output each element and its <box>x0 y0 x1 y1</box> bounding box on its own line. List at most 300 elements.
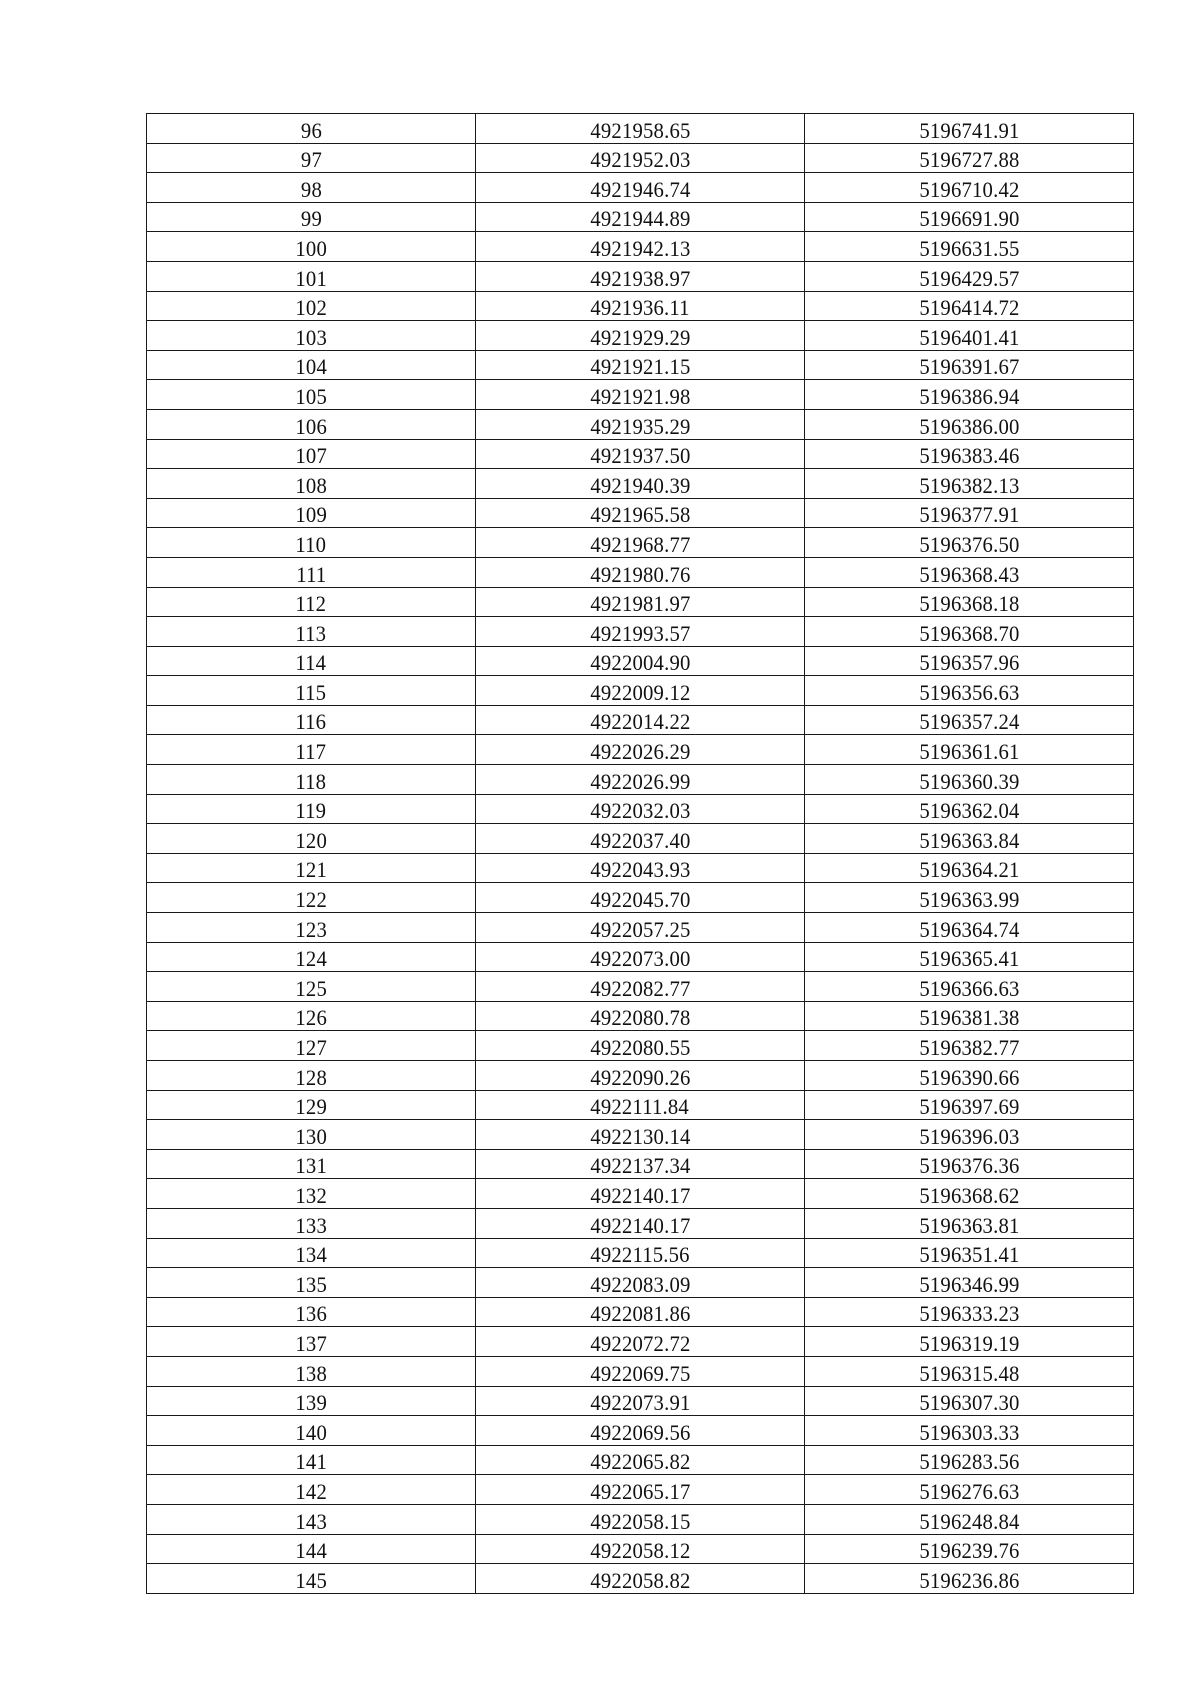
x-coordinate-cell <box>476 883 805 913</box>
cell-text: 136 <box>295 1301 327 1327</box>
x-coordinate-cell <box>476 1179 805 1209</box>
cell-text: 119 <box>295 798 327 824</box>
x-coordinate-cell <box>476 617 805 647</box>
y-coordinate-cell <box>805 794 1134 824</box>
cell-text: 4922057.25 <box>589 916 691 942</box>
x-coordinate-cell <box>476 853 805 883</box>
cell-text: 5196414.72 <box>918 295 1020 321</box>
cell-text: 98 <box>300 176 322 202</box>
x-coordinate-cell <box>476 972 805 1002</box>
cell-text: 133 <box>295 1212 327 1238</box>
cell-text: 5196382.77 <box>918 1035 1020 1060</box>
table-row <box>147 824 1134 854</box>
y-coordinate-cell <box>805 202 1134 232</box>
point-number-cell <box>147 853 476 883</box>
table-row <box>147 202 1134 232</box>
table-row <box>147 883 1134 913</box>
cell-text: 4921935.29 <box>589 413 691 439</box>
y-coordinate-cell <box>805 1179 1134 1209</box>
cell-text: 4922072.72 <box>589 1330 691 1356</box>
y-coordinate-cell <box>805 1445 1134 1475</box>
point-number-cell <box>147 646 476 676</box>
point-number-cell <box>147 1208 476 1238</box>
cell-text: 4922081.86 <box>589 1301 691 1327</box>
cell-text: 4921968.77 <box>589 531 691 557</box>
cell-text: 5196386.94 <box>918 383 1020 409</box>
y-coordinate-cell <box>805 321 1134 351</box>
table-row <box>147 1149 1134 1179</box>
cell-text: 5196382.13 <box>918 472 1020 498</box>
point-number-cell <box>147 1475 476 1505</box>
table-row <box>147 1504 1134 1534</box>
x-coordinate-cell <box>476 1534 805 1564</box>
table-row <box>147 173 1134 203</box>
cell-text: 4921921.15 <box>589 354 691 380</box>
x-coordinate-cell <box>476 1061 805 1091</box>
cell-text: 142 <box>295 1478 327 1504</box>
cell-text: 107 <box>295 443 327 469</box>
y-coordinate-cell <box>805 735 1134 765</box>
point-number-cell <box>147 1416 476 1446</box>
cell-text: 4922111.84 <box>590 1094 690 1120</box>
cell-text: 5196391.67 <box>918 354 1020 380</box>
cell-text: 4921937.50 <box>589 443 691 469</box>
point-number-cell <box>147 321 476 351</box>
y-coordinate-cell <box>805 261 1134 291</box>
y-coordinate-cell <box>805 913 1134 943</box>
table-row <box>147 942 1134 972</box>
y-coordinate-cell <box>805 1208 1134 1238</box>
y-coordinate-cell <box>805 1564 1134 1594</box>
table-row <box>147 1061 1134 1091</box>
cell-text: 5196236.86 <box>918 1567 1020 1593</box>
cell-text: 4921981.97 <box>589 591 691 617</box>
table-row <box>147 114 1134 144</box>
cell-text: 5196381.38 <box>918 1005 1020 1031</box>
y-coordinate-cell <box>805 853 1134 883</box>
cell-text: 5196691.90 <box>918 206 1020 232</box>
point-number-cell <box>147 528 476 558</box>
cell-text: 4922026.99 <box>589 768 691 794</box>
cell-text: 5196397.69 <box>918 1094 1020 1120</box>
cell-text: 125 <box>295 975 327 1001</box>
cell-text: 114 <box>295 650 327 676</box>
x-coordinate-cell <box>476 676 805 706</box>
cell-text: 109 <box>295 502 327 528</box>
cell-text: 5196283.56 <box>918 1449 1020 1475</box>
cell-text: 5196361.61 <box>918 739 1020 765</box>
y-coordinate-cell <box>805 824 1134 854</box>
cell-text: 5196368.62 <box>918 1182 1020 1208</box>
point-number-cell <box>147 1534 476 1564</box>
x-coordinate-cell <box>476 705 805 735</box>
x-coordinate-cell <box>476 350 805 380</box>
y-coordinate-cell <box>805 1297 1134 1327</box>
cell-text: 4922065.82 <box>589 1449 691 1475</box>
x-coordinate-cell <box>476 202 805 232</box>
cell-text: 139 <box>295 1390 327 1416</box>
cell-text: 4922037.40 <box>589 827 691 853</box>
cell-text: 138 <box>295 1360 327 1386</box>
y-coordinate-cell <box>805 765 1134 795</box>
y-coordinate-cell <box>805 409 1134 439</box>
cell-text: 4921940.39 <box>589 472 691 498</box>
table-row <box>147 291 1134 321</box>
table-row <box>147 1445 1134 1475</box>
point-number-cell <box>147 1386 476 1416</box>
cell-text: 5196710.42 <box>918 176 1020 202</box>
table-row <box>147 1297 1134 1327</box>
cell-text: 97 <box>300 147 322 173</box>
cell-text: 135 <box>295 1271 327 1297</box>
y-coordinate-cell <box>805 557 1134 587</box>
cell-text: 131 <box>295 1153 327 1179</box>
x-coordinate-cell <box>476 557 805 587</box>
point-number-cell <box>147 1356 476 1386</box>
table-row <box>147 1208 1134 1238</box>
y-coordinate-cell <box>805 1090 1134 1120</box>
cell-text: 4921980.76 <box>589 561 691 587</box>
table-row <box>147 1268 1134 1298</box>
point-number-cell <box>147 350 476 380</box>
table-row <box>147 439 1134 469</box>
cell-text: 5196631.55 <box>918 235 1020 261</box>
y-coordinate-cell <box>805 1475 1134 1505</box>
cell-text: 4921938.97 <box>589 265 691 291</box>
table-row <box>147 232 1134 262</box>
y-coordinate-cell <box>805 291 1134 321</box>
cell-text: 4922080.55 <box>589 1035 691 1060</box>
point-number-cell <box>147 1327 476 1357</box>
point-number-cell <box>147 1179 476 1209</box>
table-row <box>147 469 1134 499</box>
point-number-cell <box>147 202 476 232</box>
point-number-cell <box>147 261 476 291</box>
point-number-cell <box>147 498 476 528</box>
cell-text: 5196365.41 <box>918 946 1020 972</box>
point-number-cell <box>147 439 476 469</box>
cell-text: 117 <box>295 739 327 765</box>
cell-text: 127 <box>295 1035 327 1060</box>
y-coordinate-cell <box>805 1327 1134 1357</box>
point-number-cell <box>147 676 476 706</box>
point-number-cell <box>147 1268 476 1298</box>
point-number-cell <box>147 1001 476 1031</box>
cell-text: 5196366.63 <box>918 975 1020 1001</box>
cell-text: 5196363.99 <box>918 887 1020 913</box>
cell-text: 5196377.91 <box>918 502 1020 528</box>
cell-text: 123 <box>295 916 327 942</box>
point-number-cell <box>147 1504 476 1534</box>
cell-text: 4922080.78 <box>589 1005 691 1031</box>
cell-text: 5196364.21 <box>918 857 1020 883</box>
cell-text: 120 <box>295 827 327 853</box>
y-coordinate-cell <box>805 617 1134 647</box>
y-coordinate-cell <box>805 1416 1134 1446</box>
cell-text: 140 <box>295 1419 327 1445</box>
table-row <box>147 409 1134 439</box>
x-coordinate-cell <box>476 1416 805 1446</box>
y-coordinate-cell <box>805 1001 1134 1031</box>
point-number-cell <box>147 173 476 203</box>
table-row <box>147 972 1134 1002</box>
table-row <box>147 1475 1134 1505</box>
point-number-cell <box>147 942 476 972</box>
cell-text: 4921958.65 <box>589 117 691 143</box>
x-coordinate-cell <box>476 232 805 262</box>
cell-text: 4922137.34 <box>589 1153 691 1179</box>
cell-text: 5196357.96 <box>918 650 1020 676</box>
point-number-cell <box>147 972 476 1002</box>
cell-text: 5196363.81 <box>918 1212 1020 1238</box>
cell-text: 4921946.74 <box>589 176 691 202</box>
cell-text: 4922069.56 <box>589 1419 691 1445</box>
point-number-cell <box>147 913 476 943</box>
coordinates-table-body <box>147 114 1134 1594</box>
point-number-cell <box>147 765 476 795</box>
cell-text: 5196363.84 <box>918 827 1020 853</box>
cell-text: 116 <box>295 709 327 735</box>
cell-text: 99 <box>300 206 322 232</box>
y-coordinate-cell <box>805 350 1134 380</box>
cell-text: 4922014.22 <box>589 709 691 735</box>
cell-text: 143 <box>295 1508 327 1534</box>
table-row <box>147 350 1134 380</box>
cell-text: 5196390.66 <box>918 1064 1020 1090</box>
cell-text: 5196364.74 <box>918 916 1020 942</box>
table-row <box>147 321 1134 351</box>
cell-text: 4922073.00 <box>589 946 691 972</box>
cell-text: 96 <box>300 117 322 143</box>
x-coordinate-cell <box>476 587 805 617</box>
x-coordinate-cell <box>476 1445 805 1475</box>
x-coordinate-cell <box>476 1238 805 1268</box>
table-row <box>147 1416 1134 1446</box>
point-number-cell <box>147 291 476 321</box>
table-row <box>147 1090 1134 1120</box>
cell-text: 118 <box>295 768 327 794</box>
table-row <box>147 853 1134 883</box>
cell-text: 4922065.17 <box>589 1478 691 1504</box>
cell-text: 5196727.88 <box>918 147 1020 173</box>
cell-text: 4922073.91 <box>589 1390 691 1416</box>
cell-text: 5196368.43 <box>918 561 1020 587</box>
cell-text: 115 <box>295 679 327 705</box>
point-number-cell <box>147 1031 476 1061</box>
table-row <box>147 1179 1134 1209</box>
table-row <box>147 1386 1134 1416</box>
x-coordinate-cell <box>476 1564 805 1594</box>
cell-text: 4922140.17 <box>589 1182 691 1208</box>
table-row <box>147 1534 1134 1564</box>
x-coordinate-cell <box>476 1268 805 1298</box>
y-coordinate-cell <box>805 380 1134 410</box>
cell-text: 5196351.41 <box>918 1242 1020 1268</box>
point-number-cell <box>147 883 476 913</box>
point-number-cell <box>147 705 476 735</box>
y-coordinate-cell <box>805 1386 1134 1416</box>
cell-text: 145 <box>295 1567 327 1593</box>
y-coordinate-cell <box>805 1356 1134 1386</box>
cell-text: 141 <box>295 1449 327 1475</box>
y-coordinate-cell <box>805 676 1134 706</box>
y-coordinate-cell <box>805 498 1134 528</box>
point-number-cell <box>147 587 476 617</box>
cell-text: 5196307.30 <box>918 1390 1020 1416</box>
cell-text: 5196276.63 <box>918 1478 1020 1504</box>
y-coordinate-cell <box>805 972 1134 1002</box>
y-coordinate-cell <box>805 1120 1134 1150</box>
x-coordinate-cell <box>476 173 805 203</box>
y-coordinate-cell <box>805 942 1134 972</box>
point-number-cell <box>147 1238 476 1268</box>
y-coordinate-cell <box>805 1238 1134 1268</box>
table-row <box>147 380 1134 410</box>
x-coordinate-cell <box>476 1327 805 1357</box>
cell-text: 4922043.93 <box>589 857 691 883</box>
y-coordinate-cell <box>805 1504 1134 1534</box>
cell-text: 4922130.14 <box>589 1123 691 1149</box>
point-number-cell <box>147 1090 476 1120</box>
cell-text: 5196346.99 <box>918 1271 1020 1297</box>
cell-text: 4922032.03 <box>589 798 691 824</box>
point-number-cell <box>147 1445 476 1475</box>
point-number-cell <box>147 380 476 410</box>
cell-text: 5196396.03 <box>918 1123 1020 1149</box>
x-coordinate-cell <box>476 1504 805 1534</box>
cell-text: 126 <box>295 1005 327 1031</box>
y-coordinate-cell <box>805 1031 1134 1061</box>
table-row <box>147 587 1134 617</box>
y-coordinate-cell <box>805 469 1134 499</box>
cell-text: 124 <box>295 946 327 972</box>
y-coordinate-cell <box>805 646 1134 676</box>
x-coordinate-cell <box>476 913 805 943</box>
x-coordinate-cell <box>476 143 805 173</box>
table-row <box>147 1031 1134 1061</box>
y-coordinate-cell <box>805 114 1134 144</box>
cell-text: 4922140.17 <box>589 1212 691 1238</box>
x-coordinate-cell <box>476 1208 805 1238</box>
table-row <box>147 557 1134 587</box>
y-coordinate-cell <box>805 439 1134 469</box>
table-row <box>147 528 1134 558</box>
cell-text: 5196333.23 <box>918 1301 1020 1327</box>
cell-text: 130 <box>295 1123 327 1149</box>
cell-text: 5196741.91 <box>918 117 1020 143</box>
table-row <box>147 646 1134 676</box>
point-number-cell <box>147 1120 476 1150</box>
point-number-cell <box>147 469 476 499</box>
cell-text: 4921921.98 <box>589 383 691 409</box>
x-coordinate-cell <box>476 1356 805 1386</box>
cell-text: 121 <box>295 857 327 883</box>
cell-text: 4922058.12 <box>589 1538 691 1564</box>
cell-text: 5196356.63 <box>918 679 1020 705</box>
x-coordinate-cell <box>476 824 805 854</box>
coordinates-table <box>146 113 1134 1594</box>
point-number-cell <box>147 409 476 439</box>
table-row <box>147 735 1134 765</box>
point-number-cell <box>147 824 476 854</box>
y-coordinate-cell <box>805 173 1134 203</box>
x-coordinate-cell <box>476 765 805 795</box>
cell-text: 113 <box>295 620 327 646</box>
table-row <box>147 1120 1134 1150</box>
point-number-cell <box>147 143 476 173</box>
cell-text: 4921944.89 <box>589 206 691 232</box>
cell-text: 4921936.11 <box>590 295 690 321</box>
x-coordinate-cell <box>476 439 805 469</box>
cell-text: 5196401.41 <box>918 324 1020 350</box>
cell-text: 5196376.50 <box>918 531 1020 557</box>
cell-text: 4922083.09 <box>589 1271 691 1297</box>
x-coordinate-cell <box>476 1120 805 1150</box>
point-number-cell <box>147 735 476 765</box>
cell-text: 5196362.04 <box>918 798 1020 824</box>
cell-text: 4921965.58 <box>589 502 691 528</box>
cell-text: 102 <box>295 295 327 321</box>
cell-text: 5196383.46 <box>918 443 1020 469</box>
cell-text: 5196386.00 <box>918 413 1020 439</box>
x-coordinate-cell <box>476 114 805 144</box>
cell-text: 5196376.36 <box>918 1153 1020 1179</box>
table-row <box>147 765 1134 795</box>
y-coordinate-cell <box>805 705 1134 735</box>
cell-text: 5196368.18 <box>918 591 1020 617</box>
table-row <box>147 913 1134 943</box>
x-coordinate-cell <box>476 498 805 528</box>
point-number-cell <box>147 1564 476 1594</box>
table-row <box>147 1001 1134 1031</box>
cell-text: 137 <box>295 1330 327 1356</box>
cell-text: 106 <box>295 413 327 439</box>
cell-text: 4922058.82 <box>589 1567 691 1593</box>
x-coordinate-cell <box>476 1090 805 1120</box>
point-number-cell <box>147 1061 476 1091</box>
cell-text: 103 <box>295 324 327 350</box>
cell-text: 105 <box>295 383 327 409</box>
cell-text: 4922090.26 <box>589 1064 691 1090</box>
cell-text: 111 <box>295 561 327 587</box>
y-coordinate-cell <box>805 143 1134 173</box>
cell-text: 4922026.29 <box>589 739 691 765</box>
cell-text: 4921942.13 <box>589 235 691 261</box>
cell-text: 144 <box>295 1538 327 1564</box>
cell-text: 4922009.12 <box>589 679 691 705</box>
y-coordinate-cell <box>805 1149 1134 1179</box>
cell-text: 5196239.76 <box>918 1538 1020 1564</box>
x-coordinate-cell <box>476 291 805 321</box>
cell-text: 129 <box>295 1094 327 1120</box>
cell-text: 5196360.39 <box>918 768 1020 794</box>
x-coordinate-cell <box>476 794 805 824</box>
x-coordinate-cell <box>476 1386 805 1416</box>
x-coordinate-cell <box>476 528 805 558</box>
point-number-cell <box>147 114 476 144</box>
x-coordinate-cell <box>476 646 805 676</box>
cell-text: 100 <box>295 235 327 261</box>
cell-text: 4921929.29 <box>589 324 691 350</box>
cell-text: 4922082.77 <box>589 975 691 1001</box>
point-number-cell <box>147 1297 476 1327</box>
x-coordinate-cell <box>476 261 805 291</box>
y-coordinate-cell <box>805 587 1134 617</box>
cell-text: 5196303.33 <box>918 1419 1020 1445</box>
cell-text: 4922069.75 <box>589 1360 691 1386</box>
x-coordinate-cell <box>476 321 805 351</box>
point-number-cell <box>147 1149 476 1179</box>
